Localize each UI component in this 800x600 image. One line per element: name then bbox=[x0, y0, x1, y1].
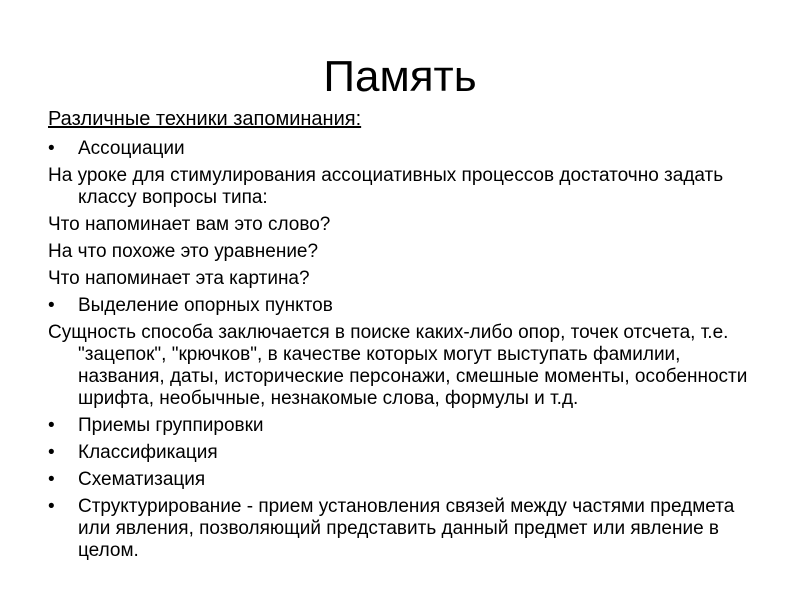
bullet-text: Приемы группировки bbox=[78, 415, 264, 436]
slide-title: Память bbox=[323, 52, 477, 101]
bullet-marker: • bbox=[48, 469, 55, 490]
bullet-schematization bbox=[48, 469, 748, 491]
bullet-text: Выделение опорных пунктов bbox=[78, 295, 333, 316]
question-picture: Что напоминает эта картина? bbox=[48, 268, 310, 289]
bullet-marker: • bbox=[48, 496, 55, 517]
bullet-key-points bbox=[48, 295, 748, 317]
bullet-text: Классификация bbox=[78, 442, 218, 463]
bullet-structuring bbox=[48, 496, 748, 562]
bullet-text: Структурирование - прием установления связей между частями предмета или явления, позволяющий представить данный предмет или явление в целом. bbox=[78, 496, 735, 561]
bullet-classification bbox=[48, 442, 748, 464]
paragraph-associations: На уроке для стимулирования ассоциативных процессов достаточно задать классу вопросы типа: bbox=[48, 165, 724, 208]
bullet-associations bbox=[48, 138, 748, 160]
paragraph-key-points: Сущность способа заключается в поиске каких-либо опор, точек отсчета, т.е. "зацепок", "крючков", в качестве которых могут выступать фамилии, названия, даты, исторические персонажи, смешные моменты, особенности шрифта, необычные, незнакомые слова, формулы и т.д. bbox=[48, 322, 748, 409]
bullet-text: Ассоциации bbox=[78, 138, 185, 159]
slide-body bbox=[48, 108, 748, 567]
question-word: Что напоминает вам это слово? bbox=[48, 214, 331, 235]
bullet-marker: • bbox=[48, 415, 55, 436]
bullet-text: Схематизация bbox=[78, 469, 206, 490]
section-heading: Различные техники запоминания: bbox=[48, 108, 362, 130]
bullet-marker: • bbox=[48, 138, 55, 159]
bullet-marker: • bbox=[48, 442, 55, 463]
question-equation: На что похоже это уравнение? bbox=[48, 241, 319, 262]
bullet-grouping bbox=[48, 415, 748, 437]
bullet-marker: • bbox=[48, 295, 55, 316]
